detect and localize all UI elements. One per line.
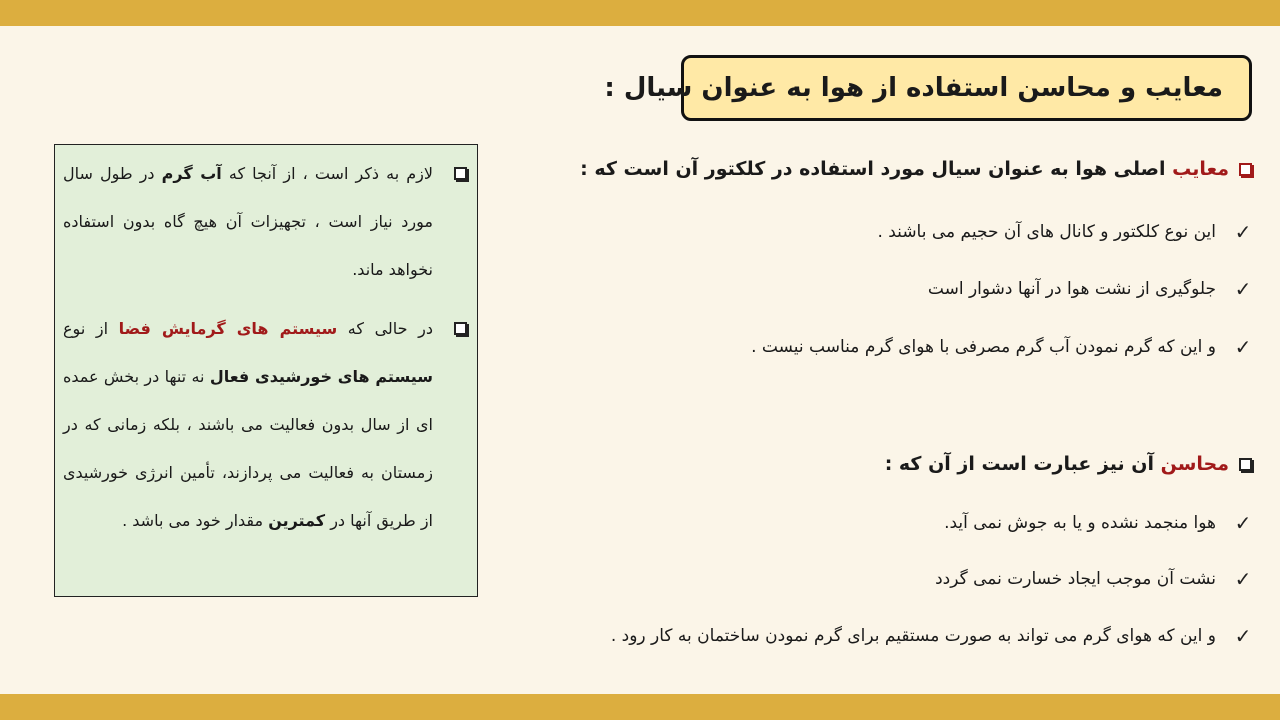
side-note-box <box>54 144 478 597</box>
text-run: در طول سال مورد نیاز است ، تجهیزات آن هیچ گاه بدون استفاده نخواهد ماند. <box>63 164 433 279</box>
check-icon: ✓ <box>1234 220 1252 244</box>
advantages-keyword: محاسن <box>1160 453 1229 475</box>
side-note-paragraph-2 <box>63 305 467 545</box>
text-run: لازم به ذکر است ، از آنجا که <box>228 164 434 183</box>
top-accent-bar <box>0 0 1280 26</box>
list-item-text: جلوگیری از نشت هوا در آنها دشوار است <box>927 279 1216 299</box>
list-item-text: نشت آن موجب ایجاد خسارت نمی گردد <box>935 569 1216 589</box>
disadvantages-heading-text <box>580 158 1229 180</box>
bold-text-run: کمترین <box>268 511 326 530</box>
check-icon: ✓ <box>1234 567 1252 591</box>
disadvantages-heading-rest: اصلی هوا به عنوان سیال مورد استفاده در کلکتور آن است که : <box>580 158 1166 180</box>
check-icon: ✓ <box>1234 624 1252 648</box>
list-item-text: و این که هوای گرم می تواند به صورت مستقیم برای گرم نمودن ساختمان به کار رود . <box>610 626 1216 646</box>
list-item <box>944 511 1252 535</box>
checkbox-icon <box>1239 458 1252 471</box>
list-item <box>935 567 1252 591</box>
list-item-text: هوا منجمد نشده و یا به جوش نمی آید. <box>944 513 1216 533</box>
bold-text-run: سیستم های خورشیدی فعال <box>209 367 433 386</box>
advantages-heading-text <box>885 453 1229 475</box>
check-icon: ✓ <box>1234 335 1252 359</box>
text-run: نه تنها در بخش عمده ای از سال بدون فعالیت می باشند ، بلکه زمانی که در زمستان به فعالیت می پردازند، تأمین انرژی خورشیدی از طریق آنها در <box>63 367 433 530</box>
title-box <box>604 55 1252 121</box>
list-item-text: و این که گرم نمودن آب گرم مصرفی با هوای گرم مناسب نیست . <box>751 337 1216 357</box>
checkbox-icon <box>454 322 467 335</box>
disadvantages-keyword: معایب <box>1172 158 1229 180</box>
slide-title: معایب و محاسن استفاده از هوا به عنوان سیال : <box>604 73 1223 103</box>
list-item-text: این نوع کلکتور و کانال های آن حجیم می باشند . <box>877 222 1216 242</box>
list-item <box>611 624 1252 648</box>
text-run: مقدار خود می باشد . <box>122 511 264 530</box>
text-run: از نوع <box>63 319 109 338</box>
paragraph-text <box>63 305 433 545</box>
checkbox-icon <box>454 167 467 180</box>
advantages-heading-rest: آن نیز عبارت است از آن که : <box>884 453 1154 475</box>
advantages-heading <box>885 453 1252 475</box>
highlight-text-run: سیستم های گرمایش فضا <box>118 319 338 338</box>
bold-text-run: آب گرم <box>161 164 222 183</box>
list-item <box>877 220 1252 244</box>
bottom-accent-bar <box>0 694 1280 720</box>
check-icon: ✓ <box>1234 277 1252 301</box>
list-item <box>751 335 1252 359</box>
checkbox-icon <box>1239 163 1252 176</box>
disadvantages-heading <box>580 158 1252 180</box>
list-item <box>928 277 1252 301</box>
paragraph-text <box>63 150 433 294</box>
text-run: در حالی که <box>347 319 433 338</box>
side-note-paragraph-1 <box>63 150 467 294</box>
check-icon: ✓ <box>1234 511 1252 535</box>
